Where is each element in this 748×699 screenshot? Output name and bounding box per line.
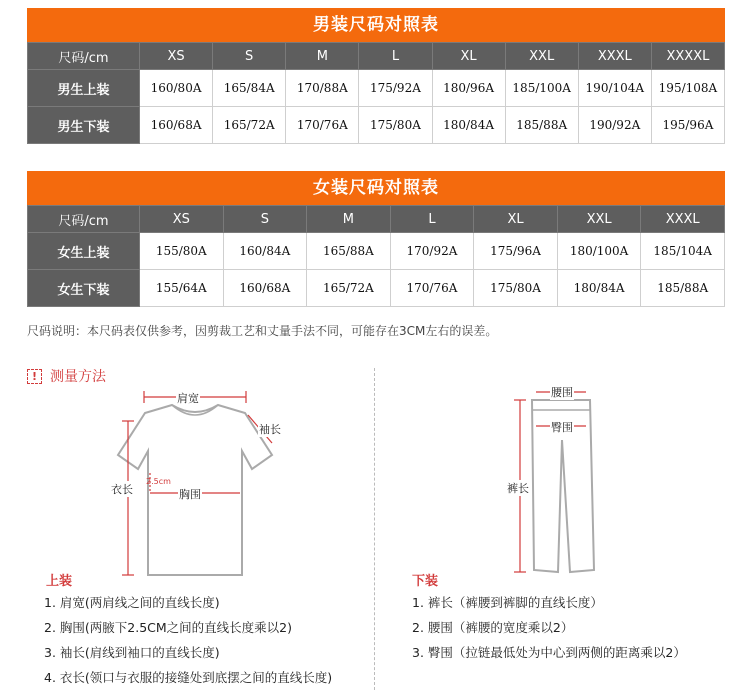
table-cell: 155/80A [140,233,224,270]
table-cell: 160/84A [223,233,307,270]
hip-label: 臀围 [551,421,573,434]
table-cell: 160/68A [140,107,213,144]
women-size-header: XS [140,206,224,233]
table-cell: 185/88A [505,107,578,144]
size-note: 尺码说明：本尺码表仅供参考，因剪裁工艺和丈量手法不同，可能存在3CM左右的误差。 [27,324,498,338]
men-size-header: XXL [505,43,578,70]
table-cell: 165/84A [213,70,286,107]
table-row [28,233,725,270]
chest-label: 胸围 [179,488,201,501]
table-cell: 180/96A [432,70,505,107]
sleeve-label: 袖长 [259,423,281,436]
top-heading: 上装 [46,574,73,589]
shoulder-label: 肩宽 [177,392,199,405]
table-cell: 185/100A [505,70,578,107]
table-cell: 180/100A [557,233,641,270]
bottom-heading: 下装 [412,574,439,589]
table-cell: 175/80A [359,107,432,144]
list-item: 2. 胸围(两腋下2.5CM之间的直线长度乘以2) [44,620,292,635]
table-cell: 165/88A [307,233,391,270]
table-cell: 185/88A [641,270,725,307]
table-cell: 180/84A [432,107,505,144]
row-label: 女生上装 [28,233,140,270]
warning-icon: ! [27,369,42,384]
measure-heading [27,366,106,386]
table-cell: 165/72A [307,270,391,307]
table-cell: 195/108A [651,70,724,107]
table-cell: 195/96A [651,107,724,144]
pants-length-label: 裤长 [507,482,529,495]
row-label: 男生下装 [28,107,140,144]
men-size-header: XXXXL [651,43,724,70]
men-corner-label: 尺码/cm [28,43,140,70]
men-header-row [28,43,725,70]
women-size-table [27,171,725,307]
table-cell: 170/88A [286,70,359,107]
table-cell: 180/84A [557,270,641,307]
waist-label: 腰围 [551,386,573,399]
table-cell: 155/64A [140,270,224,307]
top-measure-list [44,590,332,690]
table-cell: 175/92A [359,70,432,107]
row-label: 女生下装 [28,270,140,307]
men-size-header: M [286,43,359,70]
table-cell: 175/96A [474,233,558,270]
table-row [28,107,725,144]
women-table-title: 女装尺码对照表 [27,171,725,205]
table-row [28,270,725,307]
pants-diagram [500,380,610,580]
women-size-header: XL [474,206,558,233]
men-table-title: 男装尺码对照表 [27,8,725,42]
measure-title: 测量方法 [50,369,106,385]
section-divider [374,368,375,690]
women-size-header: XXXL [641,206,725,233]
women-size-header: S [223,206,307,233]
row-label: 男生上装 [28,70,140,107]
list-item: 1. 肩宽(两肩线之间的直线长度) [44,595,220,610]
length-label: 衣长 [111,483,133,496]
shirt-diagram [100,385,290,585]
men-size-header: L [359,43,432,70]
men-size-header: XL [432,43,505,70]
men-size-table [27,8,725,144]
men-size-header: XS [140,43,213,70]
women-size-header: L [390,206,474,233]
table-cell: 170/76A [286,107,359,144]
table-cell: 190/104A [578,70,651,107]
table-cell: 175/80A [474,270,558,307]
women-size-header: XXL [557,206,641,233]
women-size-header: M [307,206,391,233]
table-cell: 160/80A [140,70,213,107]
women-corner-label: 尺码/cm [28,206,140,233]
table-cell: 165/72A [213,107,286,144]
list-item: 3. 臀围（拉链最低处为中心到两侧的距离乘以2） [412,645,686,660]
men-size-header: XXXL [578,43,651,70]
list-item: 2. 腰围（裤腰的宽度乘以2） [412,620,574,635]
list-item: 4. 衣长(领口与衣服的接缝处到底摆之间的直线长度) [44,670,333,685]
table-row [28,70,725,107]
men-size-header: S [213,43,286,70]
table-cell: 190/92A [578,107,651,144]
table-cell: 160/68A [223,270,307,307]
offset-label: 2.5cm [146,477,171,486]
list-item: 3. 袖长(肩线到袖口的直线长度) [44,645,220,660]
bottom-measure-list [412,590,686,665]
table-cell: 170/76A [390,270,474,307]
table-cell: 170/92A [390,233,474,270]
list-item: 1. 裤长（裤腰到裤脚的直线长度） [412,595,603,610]
women-header-row [28,206,725,233]
table-cell: 185/104A [641,233,725,270]
